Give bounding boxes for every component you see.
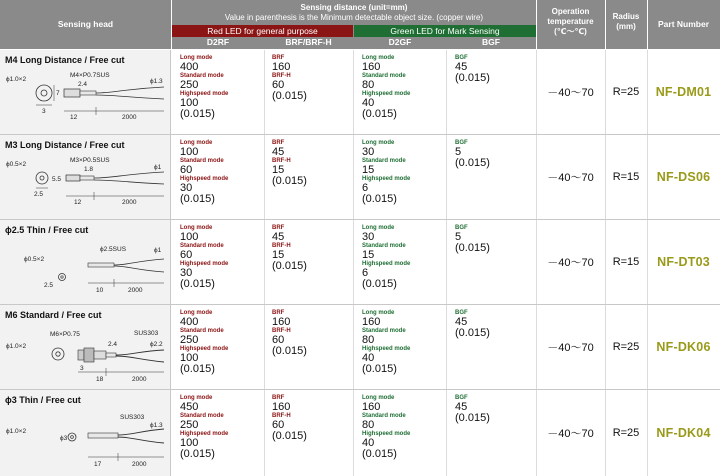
svg-text:ϕ0.5×2: ϕ0.5×2 [6,161,27,168]
svg-text:M6×P0.75: M6×P0.75 [50,331,80,338]
svg-text:ϕ1: ϕ1 [154,247,162,254]
header-green-band: Green LED for Mark Sensing [354,25,536,37]
table-row [0,220,720,305]
row-title: M3 Long Distance / Free cut [5,140,125,150]
svg-text:SUS303: SUS303 [134,330,159,337]
table-row [0,305,720,390]
header-part-number: Part Number [657,19,709,30]
table-header [0,0,720,49]
bgf-cell: BGF 45 (0.015) [455,55,490,84]
svg-text:ϕ1.3: ϕ1.3 [150,422,163,429]
brf-cell: BRF 160 BRF-H 60 (0.015) [272,55,307,102]
svg-text:2000: 2000 [132,376,147,383]
d2gf-cell: Long mode 160 Standard mode 80 Highspeed mode 40 (0.015) [362,310,411,375]
svg-text:2.4: 2.4 [108,341,118,348]
svg-text:2000: 2000 [128,287,143,294]
header-col-d2rf: D2RF [206,37,230,47]
radius: R=25 [612,427,640,439]
sensor-drawing [4,67,168,131]
d2gf-cell: Long mode 30 Standard mode 15 Highspeed mode 6 (0.015) [362,225,411,290]
brf-cell: BRF 160 BRF-H 60 (0.015) [272,395,307,442]
operation-temperature: －40～70 [547,342,594,354]
svg-text:1.8: 1.8 [84,166,94,173]
radius: R=25 [612,341,640,353]
sensing-head-cell [0,50,171,134]
header-radius: Radius (mm) [612,12,640,31]
header-col-brf: BRF/BRF-H [285,37,332,47]
d2rf-cell: Long mode 100 Standard mode 60 Highspeed mode 30 (0.015) [180,140,229,205]
brf-cell: BRF 45 BRF-H 15 (0.015) [272,225,307,272]
svg-text:17: 17 [94,461,102,468]
d2gf-cell: Long mode 160 Standard mode 80 Highspeed mode 40 (0.015) [362,395,411,460]
svg-text:M3×P0.5SUS: M3×P0.5SUS [70,157,110,164]
bgf-cell: BGF 5 (0.015) [455,225,490,254]
header-operation-temperature: Operation temperature (℃～℃) [547,7,594,36]
part-number: NF-DK04 [656,426,711,440]
header-distance-title: Sensing distance (unit=mm) [300,3,408,12]
svg-text:3: 3 [80,365,84,372]
svg-text:2.5: 2.5 [34,191,44,198]
svg-text:ϕ1.0×2: ϕ1.0×2 [6,428,27,435]
sensor-drawing [4,407,168,473]
sensing-head-cell [0,305,171,389]
bgf-cell: BGF 45 (0.015) [455,310,490,339]
svg-text:ϕ2.2: ϕ2.2 [150,341,163,348]
sensing-head-cell [0,135,171,219]
part-number: NF-DS06 [656,170,711,184]
svg-text:12: 12 [70,114,78,121]
svg-text:SUS303: SUS303 [120,414,145,421]
d2gf-cell: Long mode 160 Standard mode 80 Highspeed mode 40 (0.015) [362,55,411,120]
sensing-head-cell [0,390,171,476]
d2rf-cell: Long mode 400 Standard mode 250 Highspeed mode 100 (0.015) [180,310,229,375]
svg-text:7: 7 [56,90,60,97]
svg-text:2.5: 2.5 [44,282,54,289]
sensing-head-cell [0,220,171,304]
d2gf-cell: Long mode 30 Standard mode 15 Highspeed mode 6 (0.015) [362,140,411,205]
row-title: M4 Long Distance / Free cut [5,55,125,65]
sensor-drawing [4,322,168,386]
header-red-band: Red LED for general purpose [172,25,353,37]
table-row [0,135,720,220]
table-row [0,390,720,476]
radius: R=25 [612,86,640,98]
sensor-drawing [4,237,168,301]
svg-text:18: 18 [96,376,104,383]
header-col-d2gf: D2GF [388,37,412,47]
brf-cell: BRF 45 BRF-H 15 (0.015) [272,140,307,187]
bgf-cell: BGF 5 (0.015) [455,140,490,169]
svg-text:ϕ1.0×2: ϕ1.0×2 [6,76,27,83]
part-number: NF-DM01 [655,85,712,99]
svg-text:2000: 2000 [122,199,137,206]
d2rf-cell: Long mode 100 Standard mode 60 Highspeed mode 30 (0.015) [180,225,229,290]
radius: R=15 [612,171,640,183]
svg-text:ϕ1.3: ϕ1.3 [150,78,163,85]
svg-text:5.5: 5.5 [52,176,62,183]
d2rf-cell: Long mode 400 Standard mode 250 Highspeed mode 100 (0.015) [180,55,229,120]
svg-text:3: 3 [42,108,46,115]
operation-temperature: －40～70 [547,428,594,440]
header-col-bgf: BGF [482,37,500,47]
brf-cell: BRF 160 BRF-H 60 (0.015) [272,310,307,357]
svg-text:10: 10 [96,287,104,294]
table-row [0,50,720,135]
operation-temperature: －40～70 [547,172,594,184]
sensor-drawing [4,152,168,216]
header-distance-note: Value in parenthesis is the Minimum detectable object size. (copper wire) [224,13,484,22]
bgf-cell: BGF 45 (0.015) [455,395,490,424]
svg-text:ϕ0.5×2: ϕ0.5×2 [24,256,45,263]
svg-text:2000: 2000 [122,114,137,121]
radius: R=15 [612,256,640,268]
row-title: ϕ2.5 Thin / Free cut [5,225,89,235]
part-number: NF-DT03 [657,255,710,269]
part-number: NF-DK06 [656,340,711,354]
svg-text:M4×P0.7SUS: M4×P0.7SUS [70,72,110,79]
row-title: ϕ3 Thin / Free cut [5,395,81,405]
svg-text:12: 12 [74,199,82,206]
operation-temperature: －40～70 [547,87,594,99]
row-title: M6 Standard / Free cut [5,310,102,320]
operation-temperature: －40～70 [547,257,594,269]
svg-text:2000: 2000 [132,461,147,468]
header-sensing-head: Sensing head [57,19,114,30]
svg-text:2.4: 2.4 [78,81,88,88]
svg-text:ϕ2.5SUS: ϕ2.5SUS [100,246,127,253]
d2rf-cell: Long mode 450 Standard mode 250 Highspeed mode 100 (0.015) [180,395,229,460]
svg-text:ϕ1: ϕ1 [154,164,162,171]
svg-text:ϕ1.0×2: ϕ1.0×2 [6,343,27,350]
svg-text:ϕ3: ϕ3 [60,435,68,442]
